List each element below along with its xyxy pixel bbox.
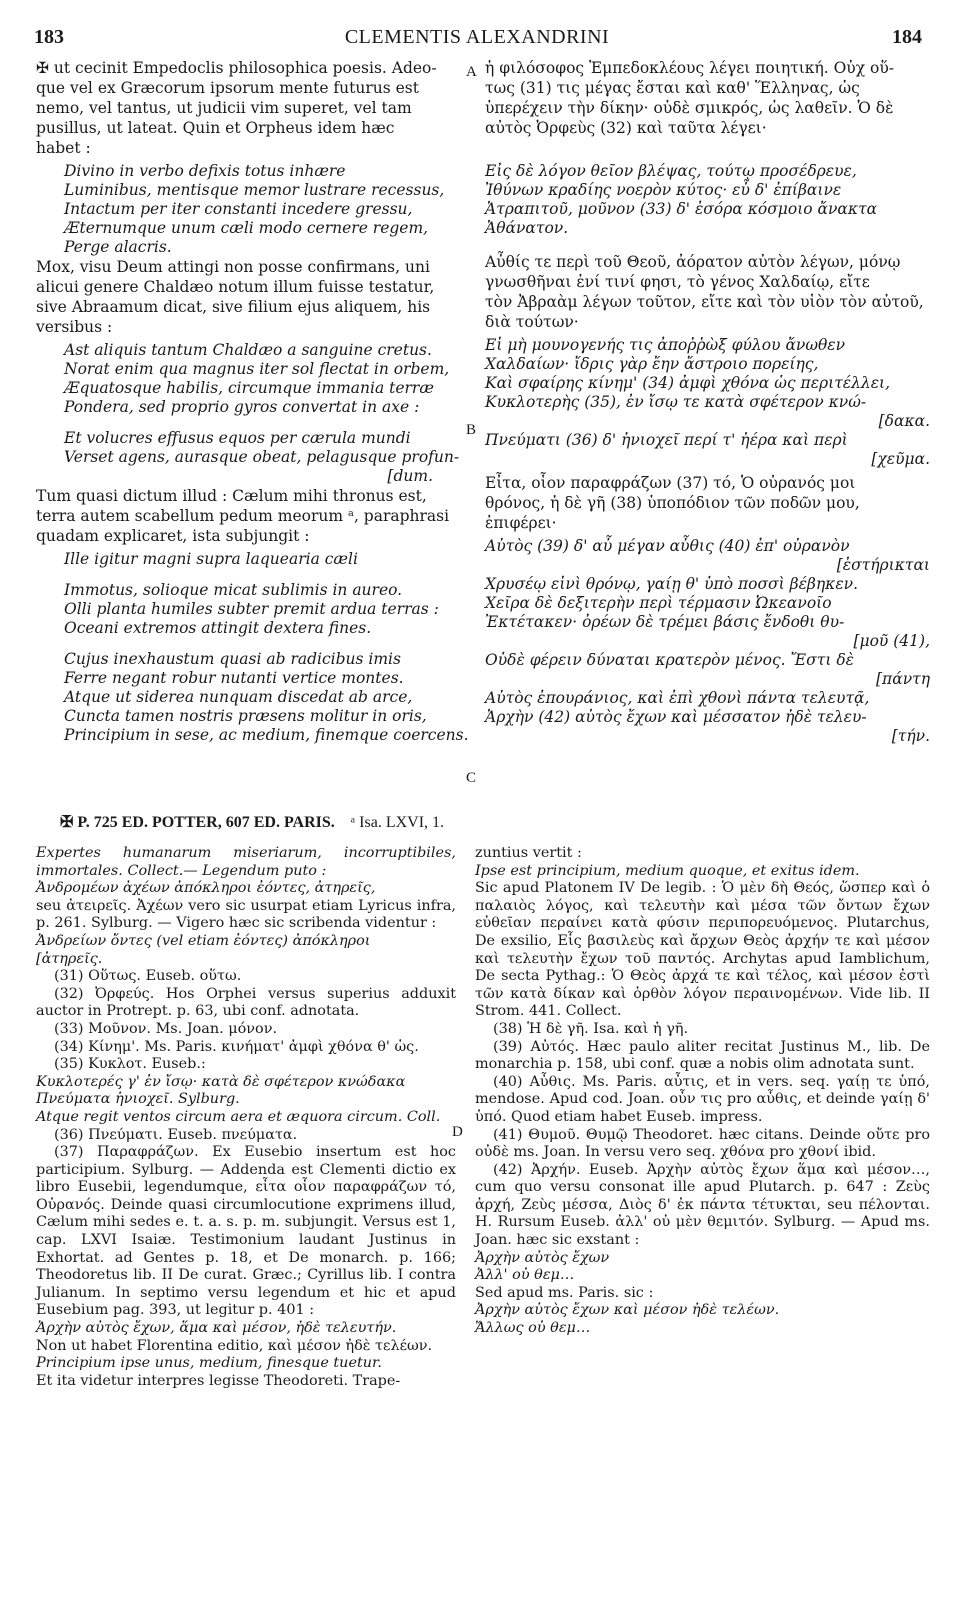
text-line: διὰ τούτων· bbox=[485, 313, 579, 331]
verse-line: Καὶ σφαίρης κίνημ' (34) ἀμφὶ χθόνα ὡς περιτέλλει, bbox=[485, 374, 891, 392]
text-line: αὐτὸς Ὀρφεὺς (32) καὶ ταῦτα λέγει· bbox=[485, 119, 767, 137]
text-line: habet : bbox=[36, 139, 91, 157]
note: Ἀλλ' οὐ θεμ… bbox=[475, 1267, 575, 1284]
note: seu ἀτειρεῖς. Ἀχέων vero sic usurpat etiam Lyricus infra, p. 261. Sylburg. — Vigero hæc sic scribenda videntur : bbox=[36, 897, 456, 932]
note: Et ita videtur interpres legisse Theodoreti. Trape- bbox=[36, 1372, 401, 1389]
note: (34) Κίνημ'. Ms. Paris. κινήματ' ἀμφὶ χθόνα θ' ὡς. bbox=[54, 1038, 419, 1055]
verse-line: Ille igitur magni supra laquearia cæli bbox=[64, 550, 358, 568]
verse-line: Æternumque unum cæli modo cernere regem, bbox=[64, 219, 429, 237]
greek-column bbox=[485, 58, 930, 746]
latin-verse-5 bbox=[36, 581, 473, 638]
text-line: alicui genere Chaldæo notum illum fuisse testatur, bbox=[36, 278, 435, 296]
note: Ipse est principium, medium quoque, et exitus idem. bbox=[475, 862, 860, 879]
margin-letter-d: D bbox=[452, 1124, 463, 1140]
verse-line: [ἐστήρικται bbox=[836, 556, 930, 574]
note: Expertes humanarum miseriarum, incorruptibiles, immortales. Collect.— Legendum puto : bbox=[36, 845, 456, 879]
note: [ἀτηρεῖς. bbox=[36, 950, 103, 967]
text-line: τως (31) τις μέγας ἔσται καὶ καθ' Ἕλληνας, ὡς bbox=[485, 79, 860, 97]
verse-line: [dum. bbox=[387, 467, 433, 485]
note: Ἄλλως οὐ θεμ… bbox=[475, 1320, 591, 1337]
text-line: terra autem scabellum pedum meorum ᵃ, paraphrasi bbox=[36, 507, 450, 525]
note: Ἀνδρείων ὄντες (vel etiam ἐόντες) ἀπόκληροι bbox=[36, 932, 371, 949]
verse-line: Χεῖρα δὲ δεξιτερὴν περὶ τέρμασιν Ὠκεανοῖο bbox=[485, 594, 832, 612]
verse-line: Pondera, sed proprio gyros convertat in axe : bbox=[64, 398, 420, 416]
note: Atque regit ventos circum aera et æquora circum. Coll. bbox=[36, 1108, 441, 1125]
text-line: que vel ex Græcorum ipsorum mente futurus est bbox=[36, 79, 419, 97]
text-line: τὸν Ἀβραὰμ λέγων τοῦτον, εἴτε καὶ τὸν υἱὸν τὸν αὐτοῦ, bbox=[485, 293, 924, 311]
latin-verse-1 bbox=[36, 162, 473, 257]
scripture-footnote: ᵃ Isa. LXVI, 1. bbox=[350, 814, 445, 831]
text-line: θρόνος, ἡ δὲ γῆ (38) ὑποπόδιον τῶν ποδῶν μου, bbox=[485, 494, 860, 512]
verse-line: Κυκλοτερὴς (35), ἐν ἴσῳ τε κατὰ σφέτερον κνώ- bbox=[485, 393, 867, 411]
note: Principium ipse unus, medium, finesque tuetur. bbox=[36, 1355, 382, 1372]
greek-verse-3 bbox=[485, 431, 930, 469]
verse-line: Ἀτραπιτοῦ, μοῦνον (33) δ' ἐσόρα κόσμοιο ἄνακτα bbox=[485, 200, 878, 218]
latin-verse-2 bbox=[36, 341, 473, 417]
latin-verse-4 bbox=[36, 550, 473, 569]
verse-line: Εἰς δὲ λόγον θεῖον βλέψας, τούτῳ προσέδρευε, bbox=[485, 162, 857, 180]
right-page-number: 184 bbox=[892, 26, 922, 48]
verse-line: Principium in sese, ac medium, finemque coercens. bbox=[64, 726, 469, 744]
verse-line: Divino in verbo defixis totus inhære bbox=[64, 162, 346, 180]
verse-line: Αὐτὸς ἐπουράνιος, καὶ ἐπὶ χθονὶ πάντα τελευτᾷ, bbox=[485, 689, 870, 707]
latin-column bbox=[36, 58, 473, 745]
text-line: ὑπερέχειν τὴν δίκην· οὐδὲ σμικρός, ὡς λαθεῖν. Ὁ δὲ bbox=[485, 99, 894, 117]
text-line: ἡ φιλόσοφος Ἐμπεδοκλέους λέγει ποιητική. Οὐχ οὕ- bbox=[485, 59, 895, 77]
note: Ἀρχὴν αὐτὸς ἔχων καὶ μέσον ἠδὲ τελέων. bbox=[475, 1302, 780, 1319]
greek-para-2 bbox=[485, 252, 930, 332]
note: (35) Κυκλοτ. Euseb.: bbox=[54, 1056, 206, 1073]
verse-line: Verset agens, aurasque obeat, pelagusque profun- bbox=[64, 448, 460, 466]
note: Ἀρχὴν αὐτὸς ἔχων, ἅμα καὶ μέσον, ἠδὲ τελευτήν. bbox=[36, 1320, 397, 1337]
verse-line: Χρυσέῳ εἰνὶ θρόνῳ, γαίῃ θ' ὑπὸ ποσσὶ βέβηκεν. bbox=[485, 575, 858, 593]
note: (37) Παραφράζων. Ex Eusebio insertum est hoc participium. Sylburg. — Addenda est Clementi dictio ex libro Eusebii, legendumque, εἶτα οἷον παραφράζων τό, Οὐρανός. Deinde quasi circumlocutione exprimens illud, Cælum mihi sedes e. t. a. s. p. m. subjungit. Versus est 1, cap. LXVI Isaiæ. Testimonium laudant Justinus in Exhortat. ad Gentes p. 18, et De monarch. p. 166; Theodoretus lib. II De curat. Græc.; Cyrillus lib. I contra Julianum. In septimo versu legendum et hic et apud Eusebium pag. 393, ut legitur p. 401 : bbox=[36, 1144, 456, 1319]
verse-line: [τήν. bbox=[891, 727, 930, 745]
latin-para-1 bbox=[36, 58, 473, 158]
text-line: pusillus, ut lateat. Quin et Orpheus idem hæc bbox=[36, 119, 395, 137]
text-line: quadam explicaret, ista subjungit : bbox=[36, 527, 310, 545]
verse-line: Ferre negant robur nutanti vertice montes. bbox=[64, 669, 404, 687]
text-line: sive Abraamum dicat, sive filium ejus aliquem, his bbox=[36, 298, 431, 316]
greek-verse-4 bbox=[485, 537, 930, 575]
note: Sed apud ms. Paris. sic : bbox=[475, 1284, 654, 1301]
verse-line: Ἀρχὴν (42) αὐτὸς ἔχων καὶ μέσσατον ἠδὲ τελευ- bbox=[485, 708, 867, 726]
verse-line: Æquatosque habilis, circumque immania terræ bbox=[64, 379, 434, 397]
verse-line: Χαλδαίων· ἴδρις γὰρ ἔην ἄστροιο πορείης, bbox=[485, 355, 819, 373]
verse-line: Norat enim qua magnus iter sol flectat in orbem, bbox=[64, 360, 450, 378]
greek-para-1 bbox=[485, 58, 930, 138]
verse-line: Ἰθύνων κραδίης νοερὸν κύτος· εὖ δ' ἐπίβαινε bbox=[485, 181, 842, 199]
latin-para-2 bbox=[36, 257, 473, 337]
text-line: Αὖθίς τε περὶ τοῦ Θεοῦ, ἀόρατον αὐτὸν λέγων, μόνῳ bbox=[485, 253, 901, 271]
text-line: Εἶτα, οἷον παραφράζων (37) τό, Ὁ οὐρανός μοι bbox=[485, 474, 856, 492]
latin-verse-6 bbox=[36, 650, 473, 745]
verse-line: Perge alacris. bbox=[64, 238, 172, 256]
verse-line: Et volucres effusus equos per cærula mundi bbox=[64, 429, 411, 447]
text-line: nemo, vel tantus, ut judicii vim superet, vel tam bbox=[36, 99, 412, 117]
verse-line: Cujus inexhaustum quasi ab radicibus imis bbox=[64, 650, 401, 668]
latin-verse-3 bbox=[36, 429, 473, 486]
verse-line: [δακα. bbox=[878, 412, 930, 430]
note: Ἀρχὴν αὐτὸς ἔχων bbox=[475, 1249, 610, 1266]
latin-para-3 bbox=[36, 486, 473, 546]
text-line: versibus : bbox=[36, 318, 113, 336]
note: Πνεύματα ἡνιοχεῖ. Sylburg. bbox=[36, 1091, 240, 1108]
left-page-number: 183 bbox=[34, 26, 64, 48]
verse-line: Οὐδὲ φέρειν δύναται κρατερὸν μένος. Ἔστι δὲ bbox=[485, 651, 854, 669]
greek-verse-6 bbox=[485, 651, 930, 746]
text-line: γνωσθῆναι ἑνί τινί φησι, τὸ γένος Χαλδαίῳ, εἴτε bbox=[485, 273, 870, 291]
verse-line: [πάντη bbox=[876, 670, 930, 688]
note: (31) Οὕτως. Euseb. οὕτω. bbox=[54, 968, 242, 985]
verse-line: Αὐτὸς (39) δ' αὖ μέγαν αὖθις (40) ἐπ' οὐρανὸν bbox=[485, 537, 850, 555]
verse-line: Ἐκτέτακεν· ὀρέων δὲ τρέμει βάσις ἔνδοθι θυ- bbox=[485, 613, 845, 631]
margin-letter-a: A bbox=[466, 64, 477, 80]
note: (39) Αὐτός. Hæc paulo aliter recitat Justinus M., lib. De monarchia p. 158, ubi conf. quæ a nobis olim adnotata sunt. bbox=[475, 1038, 930, 1073]
text-line: Tum quasi dictum illud : Cælum mihi thronus est, bbox=[36, 487, 427, 505]
margin-letter-c: C bbox=[466, 770, 477, 786]
verse-line: Cuncta tamen nostris præsens molitur in oris, bbox=[64, 707, 427, 725]
edition-reference-line bbox=[60, 812, 444, 832]
page-header bbox=[0, 0, 954, 52]
note: (36) Πνεύματι. Euseb. πνεύματα. bbox=[54, 1126, 298, 1143]
text-line: ✠ ut cecinit Empedoclis philosophica poesis. Adeo- bbox=[36, 59, 437, 77]
note: (42) Ἀρχήν. Euseb. Ἀρχὴν αὐτὸς ἔχων ἅμα καὶ μέσον…, cum quo versu consonat ille apud Plutarch. p. 647 : Ζεὺς ἀρχή, Ζεὺς μέσσα, Διὸς δ' ἐκ πάντα τέτυκται, seu πέλονται. H. Rursum Euseb. ἀλλ' οὐ μὲν θεμιτόν. Sylburg. — Apud ms. Joan. hæc sic exstant : bbox=[475, 1161, 930, 1249]
verse-line: Immotus, solioque micat sublimis in aureo. bbox=[64, 581, 403, 599]
verse-line: [χεῦμα. bbox=[871, 450, 930, 468]
greek-verse-2 bbox=[485, 336, 930, 431]
verse-line: [μοῦ (41), bbox=[853, 632, 930, 650]
margin-letter-b: B bbox=[466, 422, 477, 438]
greek-para-3 bbox=[485, 473, 930, 533]
notes-left-column bbox=[36, 845, 456, 1390]
verse-line: Oceani extremos attingit dextera fines. bbox=[64, 619, 372, 637]
text-line: Mox, visu Deum attingi non posse confirmans, uni bbox=[36, 258, 430, 276]
note: zuntius vertit : bbox=[475, 845, 582, 861]
note: Non ut habet Florentina editio, καὶ μέσον ἠδὲ τελέων. bbox=[36, 1337, 433, 1354]
note: (41) Θυμοῦ. Θυμῷ Theodoret. hæc citans. Deinde οὔτε pro οὐδὲ ms. Joan. In versu vero seq. χθόνα pro χθονί ibid. bbox=[475, 1126, 930, 1161]
note: (40) Αὖθις. Ms. Paris. αὖτις, et in vers. seq. γαίῃ τε ὑπό, mendose. Apud cod. Joan. οὖν τις pro αὖθις, et deinde γαίῃ δ' ὑπό. Quod etiam habet Euseb. impress. bbox=[475, 1073, 930, 1125]
note: Ἀνδρομέων ἀχέων ἀπόκληροι ἐόντες, ἀτηρεῖς, bbox=[36, 880, 376, 897]
text-line: ἐπιφέρει· bbox=[485, 514, 557, 532]
note: (33) Μοῦνον. Ms. Joan. μόνον. bbox=[54, 1020, 278, 1037]
edition-reference: ✠ P. 725 ED. POTTER, 607 ED. PARIS. bbox=[60, 814, 335, 831]
verse-line: Πνεύματι (36) δ' ἡνιοχεῖ περί τ' ἠέρα καὶ περὶ bbox=[485, 431, 848, 449]
notes-right-column bbox=[475, 845, 930, 1338]
verse-line: Ast aliquis tantum Chaldæo a sanguine cretus. bbox=[64, 341, 432, 359]
note: (32) Ὀρφεύς. Hos Orphei versus superius adduxit auctor in Protrept. p. 63, ubi conf. adnotata. bbox=[36, 985, 456, 1020]
verse-line: Olli planta humiles subter premit ardua terras : bbox=[64, 600, 439, 618]
verse-line: Intactum per iter constanti incedere gressu, bbox=[64, 200, 413, 218]
verse-line: Εἰ μὴ μουνογενής τις ἀποῤῥὼξ φύλου ἄνωθεν bbox=[485, 336, 846, 354]
note: Sic apud Platonem IV De legib. : Ὁ μὲν δὴ Θεός, ὥσπερ καὶ ὁ παλαιὸς λόγος, καὶ τελευτὴν καὶ μέσα τῶν ὄντων ἔχων εὐθεῖαν περαίνει κατὰ φύσιν περιπορευόμενος. Plutarchus, De exsilio, Εἷς βασιλεὺς καὶ ἄρχων Θεὸς ἀρχήν τε καὶ μέσον καὶ τελευτὴν ἔχων τοῦ παντός. Archytas apud Iamblichum, De secta Pythag.: Ὁ Θεὸς ἀρχά τε καὶ τέλος, καὶ μέσον ἐστὶ τῶν κατὰ δίκαν καὶ ὀρθὸν λόγον περαινομένων. Vide lib. II Strom. 441. Collect. bbox=[475, 880, 930, 1020]
note: Κυκλοτερές γ' ἐν ἴσῳ· κατὰ δὲ σφέτερον κνώδακα bbox=[36, 1073, 406, 1090]
running-title: CLEMENTIS ALEXANDRINI bbox=[344, 26, 610, 48]
greek-verse-1 bbox=[485, 162, 930, 238]
note: (38) Ἡ δὲ γῆ. Isa. καὶ ἡ γῆ. bbox=[493, 1020, 689, 1037]
verse-line: Luminibus, mentisque memor lustrare recessus, bbox=[64, 181, 445, 199]
greek-verse-5 bbox=[485, 575, 930, 651]
verse-line: Atque ut siderea nunquam discedat ab arce, bbox=[64, 688, 413, 706]
verse-line: Ἀθάνατον. bbox=[485, 219, 569, 237]
